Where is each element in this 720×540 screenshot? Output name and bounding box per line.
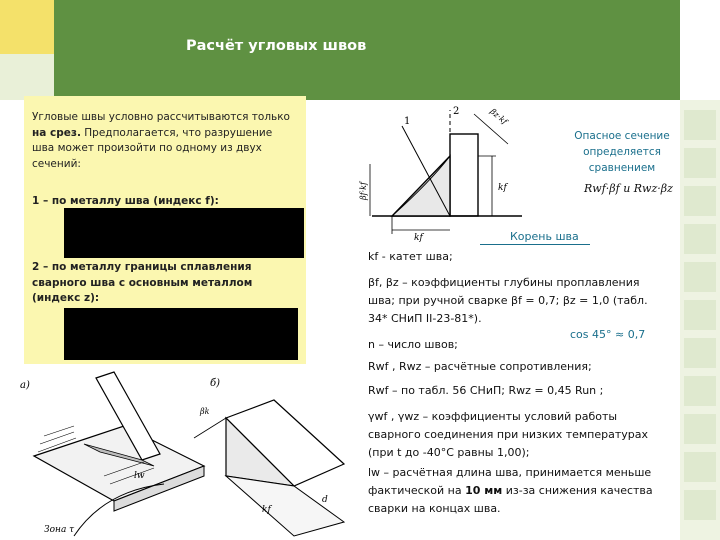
intro-bold: на срез. xyxy=(32,126,81,139)
danger-formula: Rwf·βf и Rwz·βz xyxy=(584,182,673,195)
stripe-cell xyxy=(684,300,716,330)
case-2-line-2: сварного шва с основным металлом xyxy=(32,276,253,289)
stripe-cell xyxy=(684,490,716,520)
def-kf: kf - катет шва; xyxy=(368,250,453,263)
title-bar xyxy=(54,0,680,100)
weld-isometric-diagram xyxy=(14,366,362,538)
intro-line-2 xyxy=(32,126,302,142)
case-2-line-3: (индекс z): xyxy=(32,292,100,304)
def-gamma-line-1: γwf , γwz – коэффициенты условий работы xyxy=(368,410,618,423)
formula-2-image xyxy=(64,308,298,360)
page-title: Расчёт угловых швов xyxy=(186,38,367,54)
vertical-plate xyxy=(450,134,478,216)
intro-text xyxy=(32,110,302,172)
danger-note-line-2: определяется xyxy=(583,146,661,158)
danger-note-line-1: Опасное сечение xyxy=(574,130,670,142)
def-beta-line-3: 34* СНиП II-23-81*). xyxy=(368,312,482,325)
intro-line-2-rest: Предполагается, что разрушение xyxy=(80,126,273,139)
intro-line-4: сечений: xyxy=(32,157,81,170)
def-r-table: Rwf – по табл. 56 СНиП; Rwz = 0,45 Run ; xyxy=(368,384,604,397)
weld-section-diagram xyxy=(352,104,530,242)
corner-square-yellow xyxy=(0,0,54,54)
def-gamma-line-2: сварного соединения при низких температурах xyxy=(368,428,649,441)
def-lw xyxy=(368,464,674,518)
title-gap xyxy=(680,0,720,100)
label-b: б) xyxy=(210,378,221,389)
def-n: n – число швов; xyxy=(368,338,458,351)
stripe-cell xyxy=(684,452,716,482)
intro-line-3: шва может произойти по одному из двух xyxy=(32,142,262,154)
label-2: 2 xyxy=(453,106,460,117)
danger-note-line-3: сравнением xyxy=(588,162,656,174)
stripe-cell xyxy=(684,186,716,216)
cos-note: cos 45° ≈ 0,7 xyxy=(570,328,646,341)
label-bfkf: βf·kf xyxy=(359,182,368,200)
label-zone: Зона τ xyxy=(44,525,75,535)
stripe-cell xyxy=(684,148,716,178)
danger-note xyxy=(560,128,684,176)
label-kf-bottom: kf xyxy=(414,233,423,242)
label-bk: βk xyxy=(200,407,210,416)
def-lw-line-1: lw – расчётная длина шва, принимается меньше xyxy=(368,466,652,479)
def-gamma xyxy=(368,408,668,462)
label-kf-b: kf xyxy=(262,505,271,515)
case-2-label xyxy=(32,260,302,307)
root-underline xyxy=(480,244,590,245)
def-lw-line-3: сварки на концах шва. xyxy=(368,502,501,515)
right-stripe xyxy=(680,100,720,540)
def-lw-a: фактической на xyxy=(368,484,466,497)
label-kf-right: kf xyxy=(498,183,507,193)
label-a: а) xyxy=(20,380,30,391)
def-beta-line-2: шва; при ручной сварке βf = 0,7; βz = 1,0 (табл. xyxy=(368,294,648,307)
stripe-cell xyxy=(684,376,716,406)
def-gamma-line-3: (при t до -40°С равны 1,00); xyxy=(368,446,530,459)
def-lw-line-2 xyxy=(368,482,674,500)
def-beta xyxy=(368,274,668,328)
label-d: d xyxy=(322,495,328,505)
stripe-cell xyxy=(684,110,716,140)
stripe-cell xyxy=(684,338,716,368)
stripe-cell xyxy=(684,414,716,444)
case-1-label: 1 – по металлу шва (индекс f): xyxy=(32,195,219,207)
weld-triangle xyxy=(392,156,450,216)
def-r: Rwf , Rwz – расчётные сопротивления; xyxy=(368,360,592,373)
label-lw: lw xyxy=(134,471,145,481)
formula-1-image xyxy=(64,208,304,258)
def-lw-b: из-за снижения качества xyxy=(502,484,653,497)
stripe-cell xyxy=(684,262,716,292)
case-2-line-1: 2 – по металлу границы сплавления xyxy=(32,261,252,273)
label-bzkf: βz·kf xyxy=(488,106,509,127)
label-1: 1 xyxy=(404,116,411,127)
intro-line-1: Угловые швы условно рассчитываются только xyxy=(32,111,290,123)
def-lw-bold: 10 мм xyxy=(465,484,503,497)
stripe-cell xyxy=(684,224,716,254)
def-beta-line-1: βf, βz – коэффициенты глубины проплавления xyxy=(368,276,640,289)
root-label: Корень шва xyxy=(510,230,579,243)
corner-square-light xyxy=(0,54,54,100)
